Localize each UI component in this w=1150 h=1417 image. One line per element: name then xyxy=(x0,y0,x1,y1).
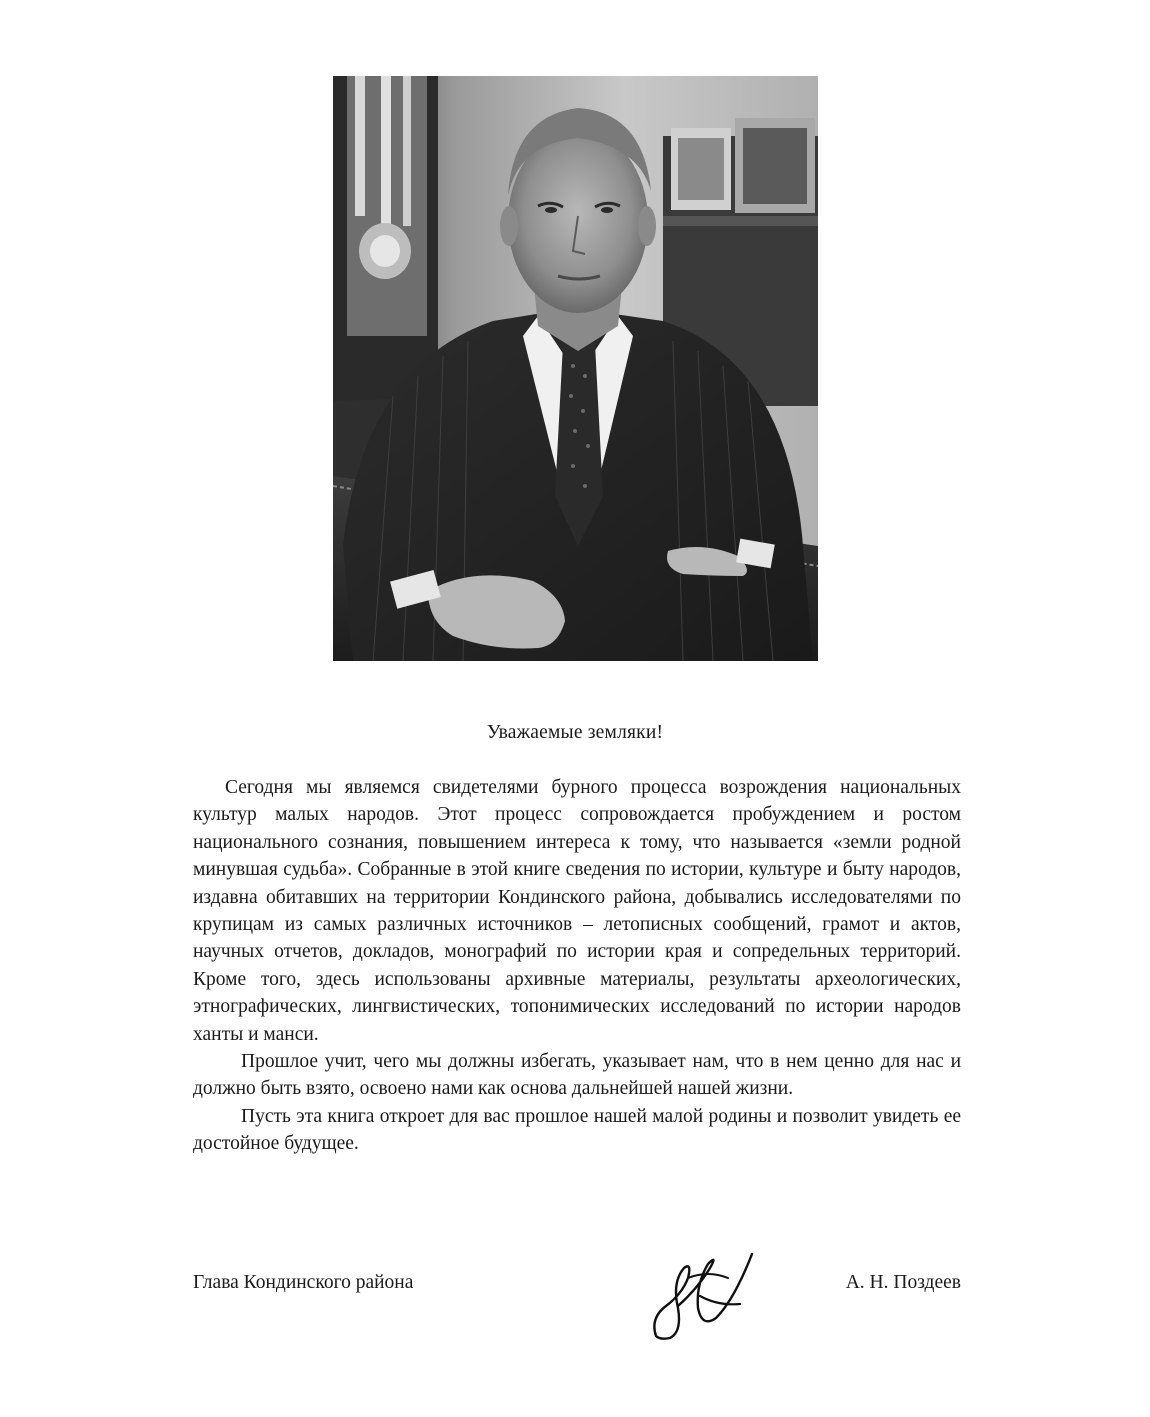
letter-body xyxy=(193,774,961,1158)
signatory-name: А. Н. Поздеев xyxy=(845,1272,961,1293)
signature-block xyxy=(193,1272,961,1342)
greeting-heading: Уважаемые земляки! xyxy=(486,722,664,743)
portrait-photo xyxy=(333,76,818,661)
paragraph-3: Пусть эта книга откроет для вас прошлое нашей малой родины и позволит увидеть ее достойное будущее. xyxy=(193,1105,961,1155)
handwritten-signature xyxy=(648,1248,758,1344)
paragraph-2: Прошлое учит, чего мы должны избегать, указывает нам, что в нем ценно для нас и должно быть взято, освоено нами как основа дальнейшей нашей жизни. xyxy=(193,1051,961,1100)
signatory-role: Глава Кондинского района xyxy=(193,1272,414,1293)
paragraph-1: Сегодня мы являемся свидетелями бурного процесса возрождения национальных культур малых народов. Этот процесс сопровождается пробуждением и ростом национального сознания, повышением интереса к тому, что называется «земли родной минувшая судьба». Собранные в этой книге сведения по истории, культуре и быту народов, издавна обитавших на территории Кондинского района, добывались исследователями по крупицам из самых различных источников – летописных сообщений, грамот и актов, научных отчетов, докладов, монографий по истории края и сопредельных территорий. Кроме того, здесь использованы архивные материалы, результаты археологических, этнографических, лингвистических, топонимических исследований по истории народов ханты и манси. xyxy=(193,777,961,1045)
